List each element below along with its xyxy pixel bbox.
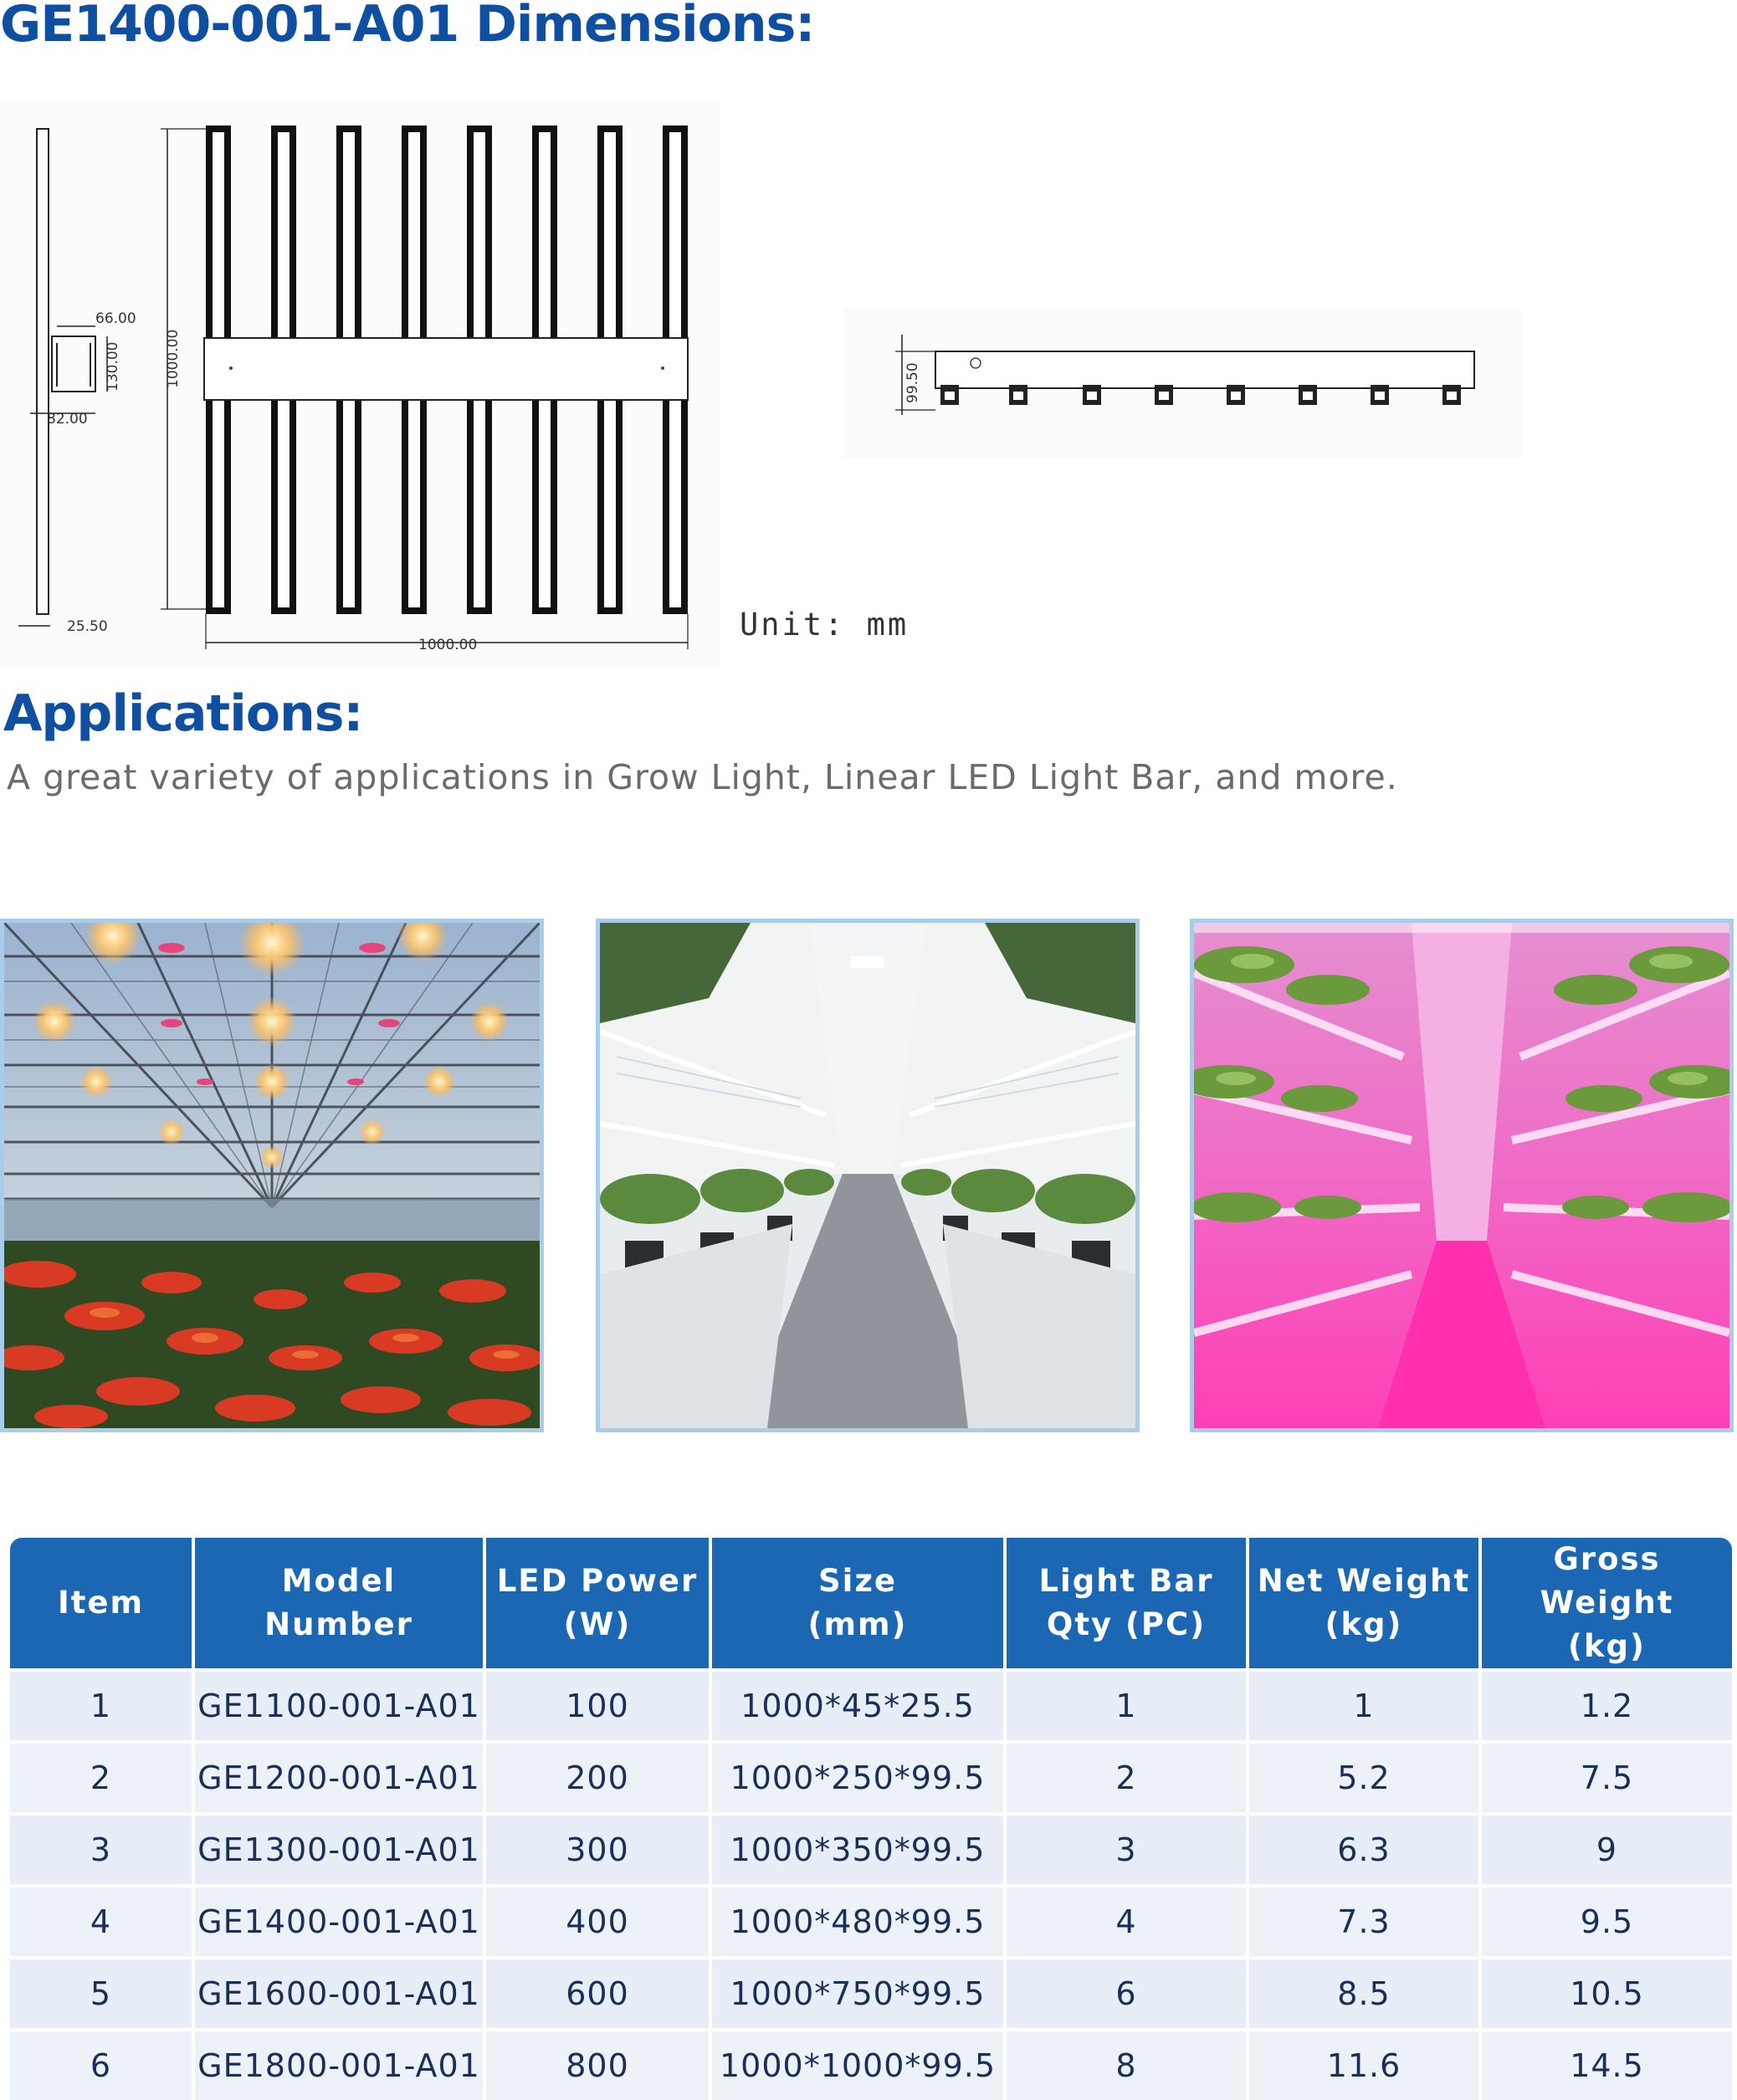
cell-item: 1 xyxy=(10,1670,193,1742)
cell-power: 100 xyxy=(484,1670,710,1742)
table-row xyxy=(10,1814,1732,1886)
cell-model: GE1400-001-A01 xyxy=(193,1886,484,1958)
header-size: Size (mm) xyxy=(710,1538,1005,1670)
cell-power: 400 xyxy=(484,1886,710,1958)
cell-model: GE1100-001-A01 xyxy=(193,1670,484,1742)
cell-gross-weight: 14.5 xyxy=(1480,2030,1732,2100)
table-row xyxy=(10,2030,1732,2100)
cell-size: 1000*1000*99.5 xyxy=(710,2030,1005,2100)
cell-net-weight: 6.3 xyxy=(1248,1814,1480,1886)
cell-bar-qty: 3 xyxy=(1005,1814,1248,1886)
header-light-bar-qty: Light Bar Qty (PC) xyxy=(1005,1538,1248,1670)
cell-bar-qty: 1 xyxy=(1005,1670,1248,1742)
spec-table xyxy=(10,1538,1732,2100)
cell-size: 1000*250*99.5 xyxy=(710,1742,1005,1814)
table-row xyxy=(10,1670,1732,1742)
cell-power: 600 xyxy=(484,1958,710,2030)
cell-size: 1000*45*25.5 xyxy=(710,1670,1005,1742)
cell-power: 800 xyxy=(484,2030,710,2100)
cell-net-weight: 7.3 xyxy=(1248,1886,1480,1958)
dim-label-99-5: 99.50 xyxy=(904,362,921,403)
cell-net-weight: 1 xyxy=(1248,1670,1480,1742)
header-gross-weight: Gross Weight (kg) xyxy=(1480,1538,1732,1670)
cell-item: 3 xyxy=(10,1814,193,1886)
dim-label-height-1000: 1000.00 xyxy=(165,329,182,388)
dim-label-width-1000: 1000.00 xyxy=(418,637,478,653)
dim-label-82: 82.00 xyxy=(47,411,88,428)
cell-size: 1000*480*99.5 xyxy=(710,1886,1005,1958)
cell-power: 200 xyxy=(484,1742,710,1814)
cell-item: 2 xyxy=(10,1742,193,1814)
cell-item: 4 xyxy=(10,1886,193,1958)
greenhouse-photo xyxy=(0,919,544,1432)
cell-gross-weight: 1.2 xyxy=(1480,1670,1732,1742)
cell-net-weight: 5.2 xyxy=(1248,1742,1480,1814)
vertical-farm-photo xyxy=(1190,919,1734,1432)
cell-bar-qty: 4 xyxy=(1005,1886,1248,1958)
cell-gross-weight: 9.5 xyxy=(1480,1886,1732,1958)
header-model-number: Model Number xyxy=(193,1538,484,1670)
dimensions-title: GE1400-001-A01 Dimensions: xyxy=(0,0,815,54)
indoor-rack-photo xyxy=(596,919,1140,1432)
cell-net-weight: 11.6 xyxy=(1248,2030,1480,2100)
unit-label: Unit: mm xyxy=(740,607,909,643)
cell-item: 5 xyxy=(10,1958,193,2030)
cell-power: 300 xyxy=(484,1814,710,1886)
cell-net-weight: 8.5 xyxy=(1248,1958,1480,2030)
cell-model: GE1800-001-A01 xyxy=(193,2030,484,2100)
dim-label-25-5: 25.50 xyxy=(67,618,108,635)
cell-gross-weight: 9 xyxy=(1480,1814,1732,1886)
cell-size: 1000*750*99.5 xyxy=(710,1958,1005,2030)
applications-title: Applications: xyxy=(3,684,363,743)
applications-description: A great variety of applications in Grow Light, Linear LED Light Bar, and more. xyxy=(7,757,1398,797)
dim-label-66: 66.00 xyxy=(95,310,136,327)
cell-model: GE1600-001-A01 xyxy=(193,1958,484,2030)
cell-gross-weight: 7.5 xyxy=(1480,1742,1732,1814)
cell-size: 1000*350*99.5 xyxy=(710,1814,1005,1886)
dim-label-130: 130.00 xyxy=(105,341,121,392)
cell-bar-qty: 8 xyxy=(1005,2030,1248,2100)
cell-bar-qty: 2 xyxy=(1005,1742,1248,1814)
cell-gross-weight: 10.5 xyxy=(1480,1958,1732,2030)
header-item: Item xyxy=(10,1538,193,1670)
table-row xyxy=(10,1958,1732,2030)
cell-item: 6 xyxy=(10,2030,193,2100)
cell-bar-qty: 6 xyxy=(1005,1958,1248,2030)
table-header-row xyxy=(10,1538,1732,1670)
table-row xyxy=(10,1742,1732,1814)
front-view-drawing xyxy=(0,100,720,669)
header-net-weight: Net Weight (kg) xyxy=(1248,1538,1480,1670)
table-row xyxy=(10,1886,1732,1958)
header-led-power: LED Power (W) xyxy=(484,1538,710,1670)
side-view-drawing xyxy=(843,308,1521,458)
cell-model: GE1300-001-A01 xyxy=(193,1814,484,1886)
cell-model: GE1200-001-A01 xyxy=(193,1742,484,1814)
driver-crossbar xyxy=(204,338,688,400)
